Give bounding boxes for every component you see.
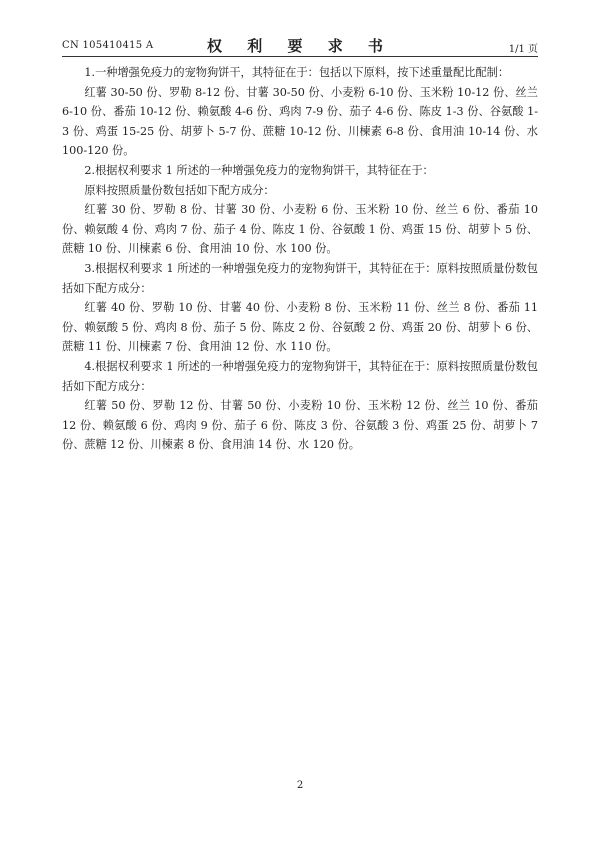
patent-number: CN 105410415 A: [62, 40, 154, 51]
claim-2-intro: 2.根据权利要求 1 所述的一种增强免疫力的宠物狗饼干，其特征在于：: [84, 163, 434, 177]
claim-2-subtitle: 原料按照质量份数包括如下配方成分：: [84, 183, 275, 197]
claim-4-formula: 红薯 50 份、罗勒 12 份、甘薯 50 份、小麦粉 10 份、玉米粉 12 份、丝兰 10 份、番茄 12 份、赖氨酸 6 份、鸡肉 9 份、茄子 6 份、陈皮 3 份、谷氨酸 3 份、鸡蛋 25 份、胡萝卜 7 份、蔗糖 12 份、川楝素 8 份、食用油 14 份、水 120 份。: [62, 399, 538, 452]
claim-4-intro: 4.根据权利要求 1 所述的一种增强免疫力的宠物狗饼干，其特征在于：原料按照质量份数包括如下配方成分：: [62, 359, 538, 393]
page-number: 2: [296, 780, 304, 791]
page-count: 1/1 页: [508, 44, 538, 55]
header-divider: [62, 56, 538, 57]
claim-1-formula: 红薯 30-50 份、罗勒 8-12 份、甘薯 30-50 份、小麦粉 6-10 份、玉米粉 10-12 份、丝兰 6-10 份、番茄 10-12 份、赖氨酸 4-6 份、鸡肉 7-9 份、茄子 4-6 份、陈皮 1-3 份、谷氨酸 1-3 份、鸡蛋 15-25 份、胡萝卜 5-7 份、蔗糖 10-12 份、川楝素 6-8 份、食用油 10-14 份、水 100-120 份。: [62, 85, 538, 158]
claim-2-formula: 红薯 30 份、罗勒 8 份、甘薯 30 份、小麦粉 6 份、玉米粉 10 份、丝兰 6 份、番茄 10 份、赖氨酸 4 份、鸡肉 7 份、茄子 4 份、陈皮 1 份、谷氨酸 1 份、鸡蛋 15 份、胡萝卜 5 份、蔗糖 10 份、川楝素 6 份、食用油 10 份、水 100 份。: [62, 203, 538, 256]
claims-body: [62, 63, 538, 455]
page-header: [62, 30, 538, 56]
claim-1-intro: 1.一种增强免疫力的宠物狗饼干，其特征在于：包括以下原料，按下述重量配比配制：: [84, 66, 510, 79]
document-title: 权 利 要 求 书: [207, 37, 393, 55]
claim-3-intro: 3.根据权利要求 1 所述的一种增强免疫力的宠物狗饼干，其特征在于：原料按照质量份数包括如下配方成分：: [62, 261, 538, 295]
claim-3-formula: 红薯 40 份、罗勒 10 份、甘薯 40 份、小麦粉 8 份、玉米粉 11 份、丝兰 8 份、番茄 11 份、赖氨酸 5 份、鸡肉 8 份、茄子 5 份、陈皮 2 份、谷氨酸 2 份、鸡蛋 20 份、胡萝卜 6 份、蔗糖 11 份、川楝素 7 份、食用油 12 份、水 110 份。: [62, 301, 538, 354]
